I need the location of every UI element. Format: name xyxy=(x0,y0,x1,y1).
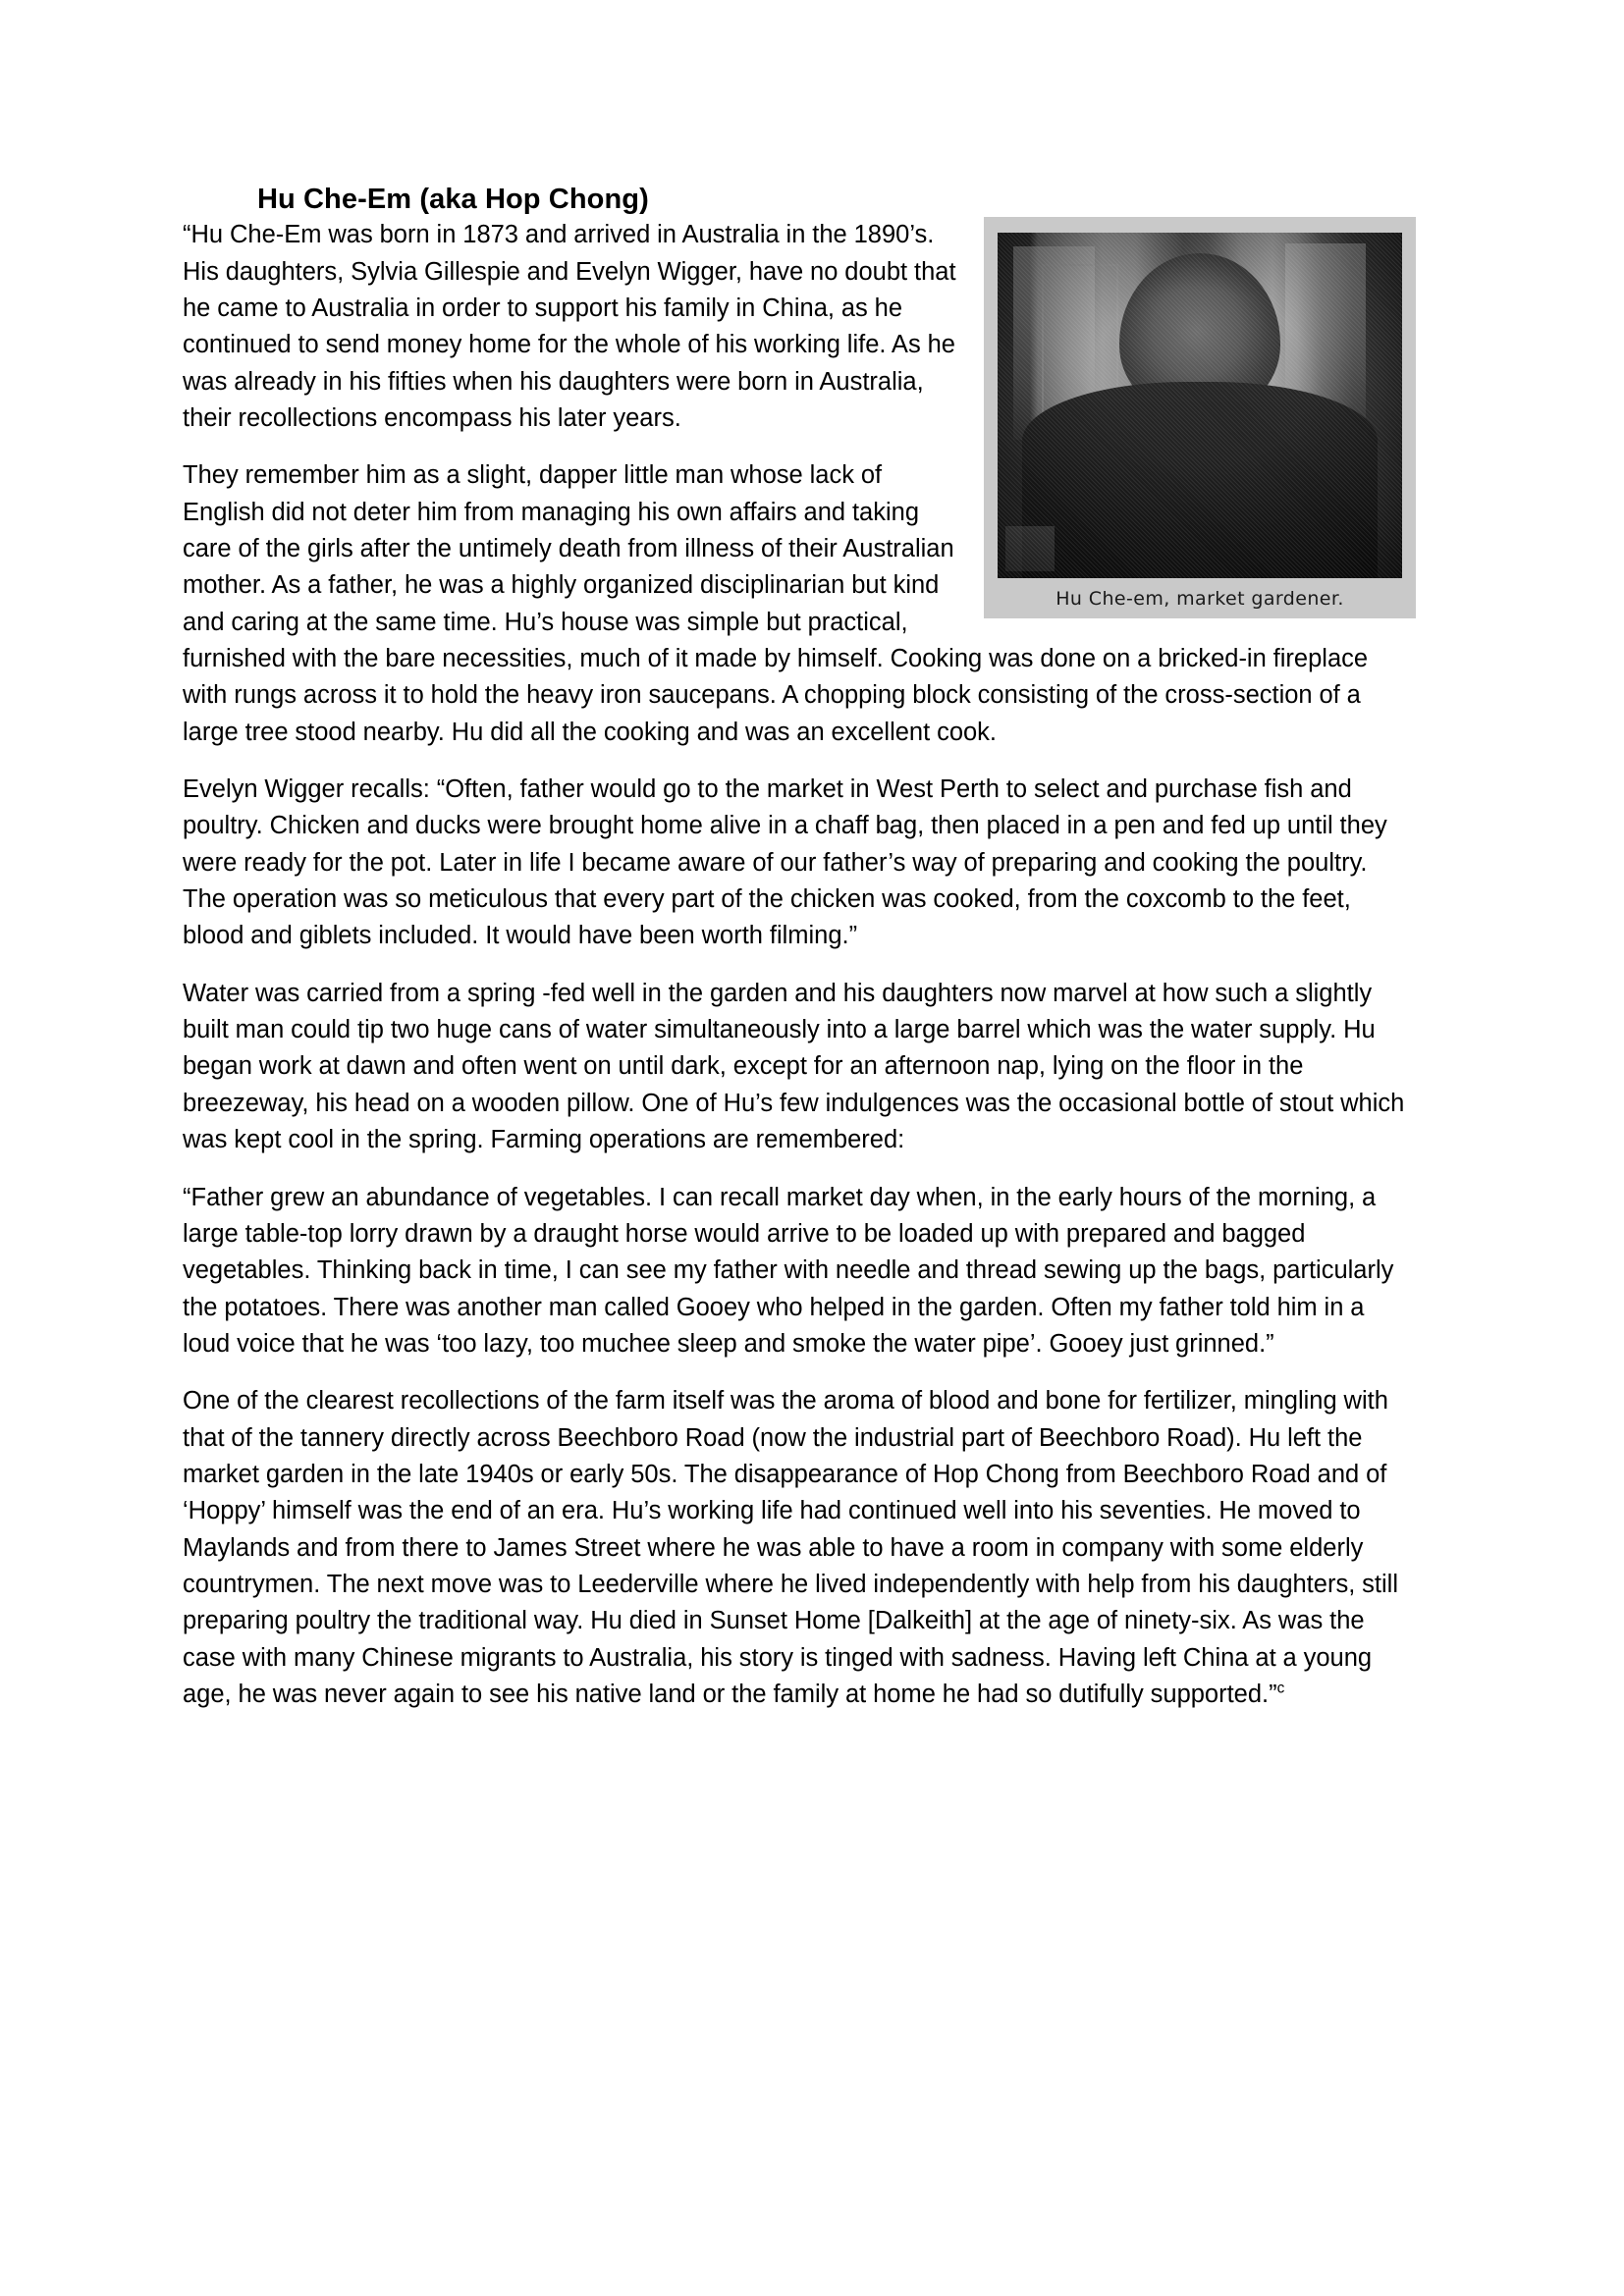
portrait-figure xyxy=(984,217,1416,618)
document-content xyxy=(183,182,1416,1713)
paragraph-6 xyxy=(183,1383,1416,1713)
page-title: Hu Che-Em (aka Hop Chong) xyxy=(257,184,649,215)
hu-che-em-portrait-image xyxy=(998,233,1402,578)
photo-frame xyxy=(984,217,1416,582)
paragraph-3: Evelyn Wigger recalls: “Often, father would go to the market in West Perth to select and purchase fish and poultry. Chicken and ducks were brought home alive in a chaff bag, then placed in a pen and fed up until they were ready for the pot. Later in life I became aware of our father’s way of preparing and cooking the poultry. The operation was so meticulous that every part of the chicken was cooked, from the coxcomb to the feet, blood and giblets included. It would have been worth filming.” xyxy=(183,775,1387,950)
paragraph-5: “Father grew an abundance of vegetables. I can recall market day when, in the early hours of the morning, a large table-top lorry drawn by a draught horse would arrive to be loaded up with prepared and bagged vegetables. Thinking back in time, I can see my father with needle and thread sewing up the bags, particularly the potatoes. There was another man called Gooey who helped in the garden. Often my father told him in a loud voice that he was ‘too lazy, too muchee sleep and smoke the water pipe’. Gooey just grinned.” xyxy=(183,1183,1394,1358)
paragraph-4: Water was carried from a spring -fed well in the garden and his daughters now marvel at how such a slightly built man could tip two huge cans of water simultaneously into a large barrel which was the water supply. Hu began work at dawn and often went on until dark, except for an afternoon nap, lying on the floor in the breezeway, his head on a wooden pillow. One of Hu’s few indulgences was the occasional bottle of stout which was kept cool in the spring. Farming operations are remembered: xyxy=(183,979,1405,1154)
paragraph-2: They remember him as a slight, dapper little man whose lack of English did not deter him from managing his own affairs and taking care of the girls after the untimely death from illness of their Australian mother. As a father, he was a highly organized disciplinarian but kind and caring at the same time. Hu’s house was simple but practical, furnished with the bare necessities, much of it made by himself. Cooking was done on a bricked-in fireplace with rungs across it to hold the heavy iron saucepans. A chopping block consisting of the cross-section of a large tree stood nearby. Hu did all the cooking and was an excellent cook. xyxy=(183,461,1369,746)
footnote-marker: c xyxy=(1276,1680,1285,1697)
paragraph-6-text: One of the clearest recollections of the farm itself was the aroma of blood and bone for fertilizer, mingling with that of the tannery directly across Beechboro Road (now the industrial part of Beechboro Road). Hu left the market garden in the late 1940s or early 50s. The disappearance of Hop Chong from Beechboro Road and of ‘Hoppy’ himself was the end of an era. Hu’s working life had continued well into his seventies. He moved to Maylands and from there to James Street where he was able to have a room in company with some elderly countrymen. The next move was to Leederville where he lived independently with help from his daughters, still preparing poultry the traditional way. Hu died in Sunset Home [Dalkeith] at the age of ninety-six. As was the case with many Chinese migrants to Australia, his story is tinged with sadness. Having left China at a young age, he was never again to see his native land or the family at home he had so dutifully supported.” xyxy=(183,1387,1398,1708)
photo-caption: Hu Che-em, market gardener. xyxy=(984,582,1416,618)
paragraph-1: “Hu Che-Em was born in 1873 and arrived in Australia in the 1890’s. His daughters, Sylvia Gillespie and Evelyn Wigger, have no doubt that he came to Australia in order to support his family in China, as he continued to send money home for the whole of his working life. As he was already in his fifties when his daughters were born in Australia, their recollections encompass his later years. xyxy=(183,221,956,432)
